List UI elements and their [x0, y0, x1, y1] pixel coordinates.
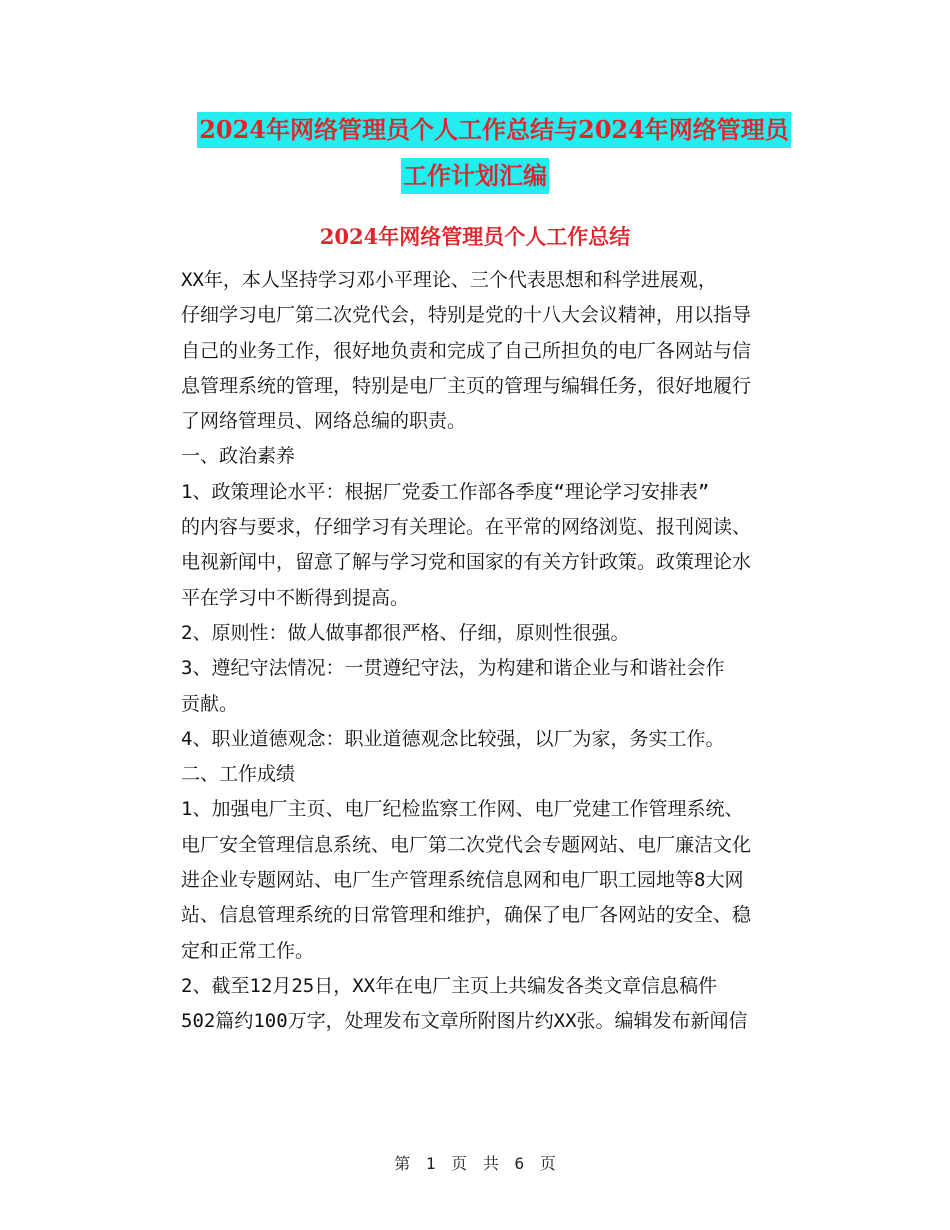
text-line: 仔细学习电厂第二次党代会，特别是党的十八大会议精神，用以指导: [181, 304, 752, 327]
page-footer: 第 1 页 共 6 页: [394, 1154, 556, 1173]
text-line: 1、政策理论水平：根据厂党委工作部各季度“理论学习安排表”: [181, 480, 710, 503]
text-line: 2、截至12月25日，XX年在电厂主页上共编发各类文章信息稿件: [181, 974, 718, 997]
text-line: 定和正常工作。: [181, 939, 315, 962]
text-line: 502篇约100万字，处理发布文章所附图片约XX张。编辑发布新闻信: [181, 1010, 748, 1033]
section-heading: 2024年网络管理员个人工作总结: [319, 224, 631, 249]
title-line-1: 2024年网络管理员个人工作总结与2024年网络管理员: [197, 112, 791, 148]
text-line: 电视新闻中，留意了解与学习党和国家的有关方针政策。政策理论水: [181, 551, 752, 574]
document-body: [141, 263, 821, 1040]
paragraph: [141, 651, 821, 722]
text-line: XX年，本人坚持学习邓小平理论、三个代表思想和科学进展观，: [181, 269, 717, 291]
text-line: 进企业专题网站、电厂生产管理系统信息网和电厂职工园地等8大网: [181, 869, 744, 892]
paragraph: [141, 757, 821, 792]
text-line: 二、工作成绩: [181, 763, 296, 786]
paragraph: [141, 792, 821, 968]
text-line: 平在学习中不断得到提高。: [181, 586, 410, 609]
title-line-2: 工作计划汇编: [401, 158, 549, 194]
text-line: 贡献。: [181, 692, 239, 715]
text-line: 自己的业务工作，很好地负责和完成了自己所担负的电厂各网站与信: [181, 339, 752, 362]
text-line: 息管理系统的管理，特别是电厂主页的管理与编辑任务，很好地履行: [181, 374, 752, 397]
paragraph: [141, 616, 821, 651]
paragraph: [141, 475, 821, 616]
text-line: 了网络管理员、网络总编的职责。: [181, 410, 467, 433]
paragraph: [141, 263, 821, 439]
text-line: 1、加强电厂主页、电厂纪检监察工作网、电厂党建工作管理系统、: [181, 798, 744, 821]
text-line: 的内容与要求，仔细学习有关理论。在平常的网络浏览、报刊阅读、: [181, 516, 752, 539]
text-line: 4、职业道德观念：职业道德观念比较强，以厂为家，务实工作。: [181, 727, 725, 750]
text-line: 电厂安全管理信息系统、电厂第二次党代会专题网站、电厂廉洁文化: [181, 833, 752, 856]
paragraph: [141, 722, 821, 757]
text-line: 站、信息管理系统的日常管理和维护，确保了电厂各网站的安全、稳: [181, 904, 752, 927]
text-line: 一、政治素养: [181, 445, 296, 468]
document-title: [0, 112, 950, 204]
text-line: 2、原则性：做人做事都很严格、仔细，原则性很强。: [181, 621, 630, 644]
paragraph: [141, 969, 821, 1040]
text-line: 3、遵纪守法情况：一贯遵纪守法，为构建和谐企业与和谐社会作: [181, 657, 725, 680]
paragraph: [141, 439, 821, 474]
